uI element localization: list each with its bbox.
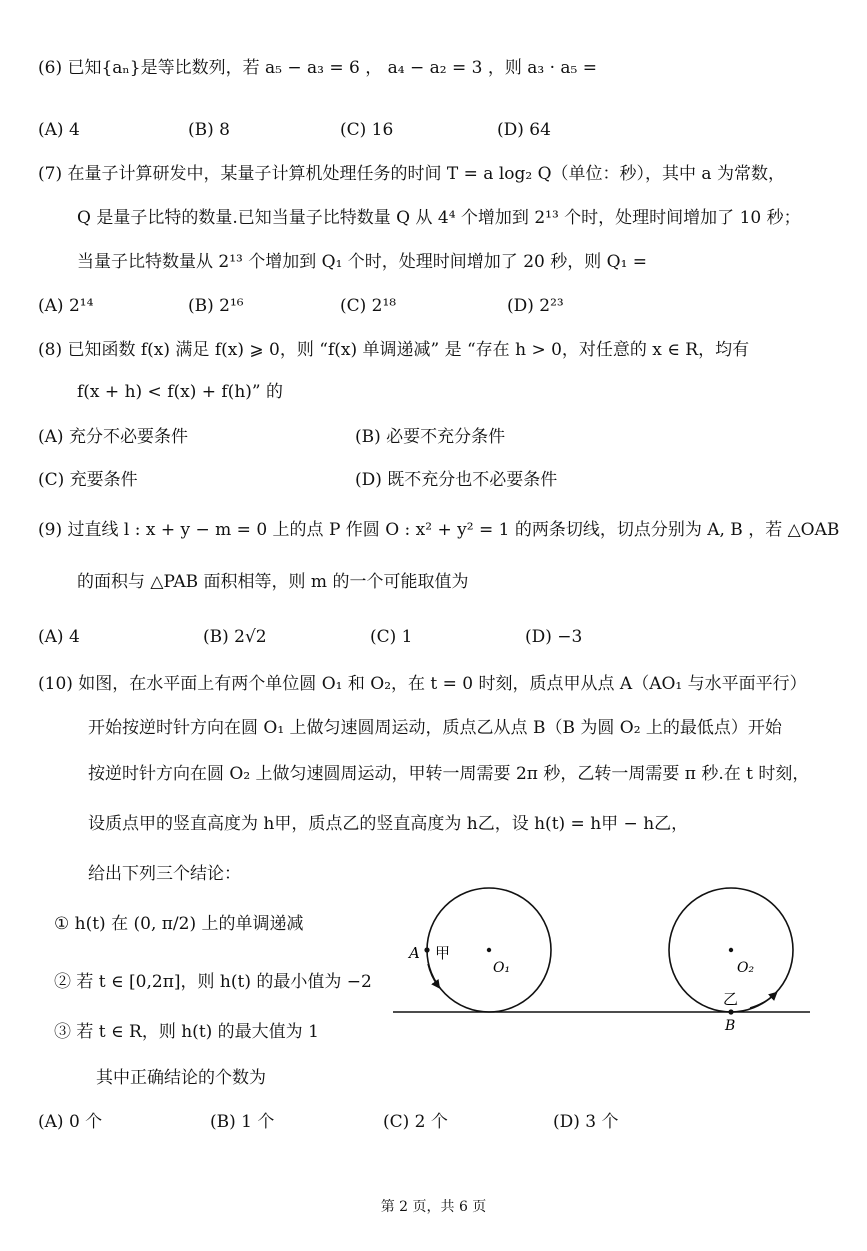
page-footer: 第 2 页，共 6 页: [380, 1199, 487, 1215]
q9-option-d: (D) −3: [525, 627, 583, 647]
q10-conclusion-1: ① h(t) 在 (0, π/2) 上的单调递减: [54, 914, 304, 934]
q9-option-c: (C) 1: [370, 627, 413, 647]
q10-option-b: (B) 1 个: [210, 1112, 275, 1132]
q10-line2: 开始按逆时针方向在圆 O₁ 上做匀速圆周运动，质点乙从点 B（B 为圆 O₂ 上的最低点）开始: [88, 718, 782, 738]
q6-option-a: (A) 4: [38, 120, 80, 140]
point-b-dot: [728, 1009, 733, 1014]
point-a-dot: [424, 947, 429, 952]
center-o1-dot: [487, 948, 491, 952]
q6-option-b: (B) 8: [188, 120, 230, 140]
q7-line3: 当量子比特数量从 2¹³ 个增加到 Q₁ 个时，处理时间增加了 20 秒，则 Q₁ =: [77, 252, 648, 272]
label-yi: 乙: [723, 990, 739, 1008]
q10-line4: 设质点甲的竖直高度为 h甲，质点乙的竖直高度为 h乙，设 h(t) = h甲 − h乙，: [88, 814, 689, 834]
q9-line2: 的面积与 △PAB 面积相等，则 m 的一个可能取值为: [77, 572, 469, 592]
q10-option-d: (D) 3 个: [553, 1112, 619, 1132]
q6-option-c: (C) 16: [340, 120, 394, 140]
q10-line3: 按逆时针方向在圆 O₂ 上做匀速圆周运动，甲转一周需要 2π 秒，乙转一周需要 π 秒.在 t 时刻，: [88, 764, 810, 784]
q10-figure: [385, 880, 825, 1045]
q7-line1: (7) 在量子计算研发中，某量子计算机处理任务的时间 T = a log₂ Q（单位：秒），其中 a 为常数，: [38, 164, 785, 184]
q10-conclusion-3: ③ 若 t ∈ R，则 h(t) 的最大值为 1: [54, 1022, 319, 1042]
q9-option-b: (B) 2√2: [203, 627, 267, 647]
q8-option-d: (D) 既不充分也不必要条件: [355, 470, 558, 490]
q10-line1: (10) 如图，在水平面上有两个单位圆 O₁ 和 O₂，在 t = 0 时刻，质点甲从点 A（AO₁ 与水平面平行）: [38, 674, 807, 694]
q10-option-a: (A) 0 个: [38, 1112, 103, 1132]
q7-option-b: (B) 2¹⁶: [188, 296, 244, 316]
q9-option-a: (A) 4: [38, 627, 80, 647]
q7-option-a: (A) 2¹⁴: [38, 296, 94, 316]
q10-ask: 其中正确结论的个数为: [96, 1068, 266, 1088]
arrow-o2: [750, 994, 775, 1008]
q8-option-a: (A) 充分不必要条件: [38, 427, 188, 447]
q7-option-d: (D) 2²³: [507, 296, 564, 316]
q8-option-c: (C) 充要条件: [38, 470, 138, 490]
q7-line2: Q 是量子比特的数量.已知当量子比特数量 Q 从 4⁴ 个增加到 2¹³ 个时，处理时间增加了 10 秒；: [77, 208, 801, 228]
q10-line5: 给出下列三个结论：: [88, 864, 241, 884]
label-o1: O₁: [493, 960, 511, 976]
q9-line1: (9) 过直线 l : x + y − m = 0 上的点 P 作圆 O : x² + y² = 1 的两条切线，切点分别为 A, B ，若 △OAB: [38, 520, 840, 540]
center-o2-dot: [729, 948, 733, 952]
q8-option-b: (B) 必要不充分条件: [355, 427, 506, 447]
q6-stem: (6) 已知{aₙ}是等比数列，若 a₅ − a₃ = 6 ， a₄ − a₂ = 3 ，则 a₃ · a₅ =: [38, 58, 598, 78]
q7-option-c: (C) 2¹⁸: [340, 296, 397, 316]
q8-line1: (8) 已知函数 f(x) 满足 f(x) ⩾ 0，则 “f(x) 单调递减” 是 “存在 h > 0，对任意的 x ∈ R，均有: [38, 340, 750, 360]
q6-option-d: (D) 64: [497, 120, 551, 140]
label-a: A: [409, 944, 420, 962]
q8-line2: f(x + h) < f(x) + f(h)” 的: [77, 382, 283, 402]
q10-option-c: (C) 2 个: [383, 1112, 448, 1132]
label-o2: O₂: [737, 960, 755, 976]
q10-conclusion-2: ② 若 t ∈ [0,2π]，则 h(t) 的最小值为 −2: [54, 972, 372, 992]
label-jia: 甲: [435, 944, 451, 962]
label-b: B: [725, 1018, 736, 1034]
